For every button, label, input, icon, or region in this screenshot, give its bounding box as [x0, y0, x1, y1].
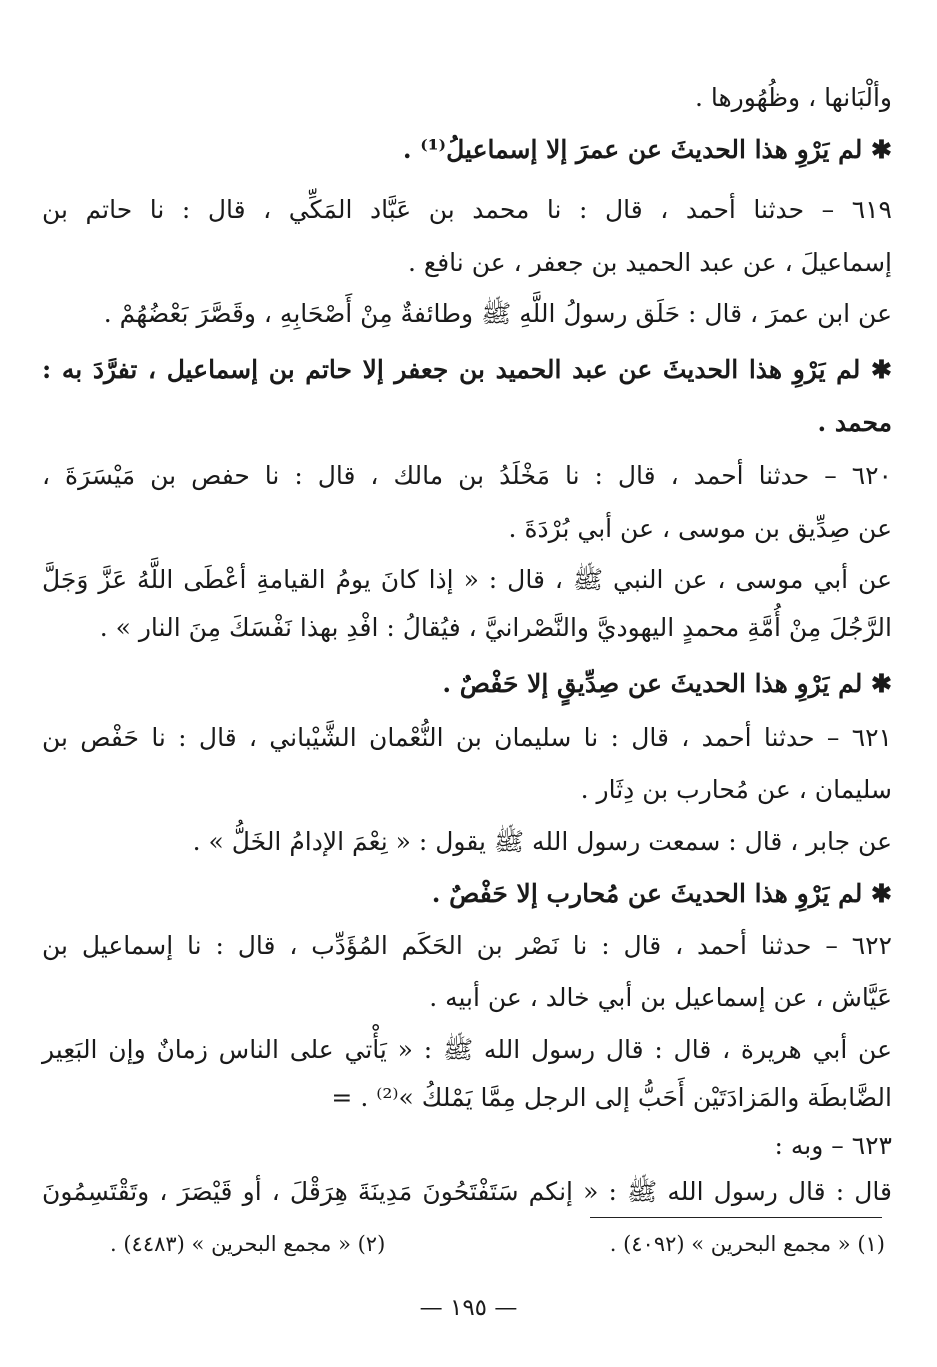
- text-line: وألْبَانها ، وظُهُورها .: [694, 83, 892, 112]
- narration-note-cont: محمد .: [817, 408, 892, 437]
- narration-note: ✱ لم يَرْوِ هذا الحديثَ عن مُحارب إلا حَفْصٌ .: [431, 879, 892, 908]
- hadith-text: عن أبي هريرة ، قال : قال رسول الله ﷺ : « يَأْتي على الناس زمانٌ وإن البَعِير: [42, 1035, 892, 1064]
- footnotes: [110, 1226, 885, 1262]
- hadith-620-header: ٦٢٠ – حدثنا أحمد ، قال : نا مَخْلَدُ بن مالك ، قال : نا حفص بن مَيْسَرَةَ ،: [42, 461, 892, 490]
- footnote-rule: [590, 1217, 882, 1218]
- text-line: عَيَّاش ، عن إسماعيل بن أبي خالد ، عن أبيه .: [429, 983, 892, 1012]
- footnote-2: (٢) « مجمع البحرين » (٤٤٨٣) .: [110, 1232, 386, 1256]
- hadith-text: قال : قال رسول الله ﷺ : « إنكم سَتَفْتَحُونَ مَدِينَةَ هِرَقْلَ ، أو قَيْصَرَ ، وتَقْتَسِمُونَ: [42, 1177, 892, 1206]
- hadith-621-header: ٦٢١ – حدثنا أحمد ، قال : نا سليمان بن النُّعْمان الشَّيْباني ، قال : نا حَفْص بن: [42, 723, 892, 752]
- hadith-text: عن أبي موسى ، عن النبي ﷺ ، قال : « إذا كانَ يومُ القيامةِ أعْطَى اللَّهُ عَزَّ وَجَلَّ: [42, 565, 892, 594]
- text-line: عن صِدِّيق بن موسى ، عن أبي بُرْدَةَ .: [508, 514, 892, 543]
- page-number: — ١٩٥ —: [419, 1295, 518, 1321]
- footnote-1: (١) « مجمع البحرين » (٤٠٩٢) .: [609, 1232, 885, 1256]
- hadith-619-header: ٦١٩ – حدثنا أحمد ، قال : نا محمد بن عَبَّاد المَكِّي ، قال : نا حاتم بن: [42, 195, 892, 224]
- hadith-623-header: ٦٢٣ – وبه :: [774, 1131, 892, 1160]
- hadith-text: عن ابن عمرَ ، قال : حَلَق رسولُ اللَّهِ ﷺ وطائفةٌ مِنْ أَصْحَابِهِ ، وقَصَّرَ بَعْضُهُمْ .: [103, 299, 892, 328]
- hadith-622-header: ٦٢٢ – حدثنا أحمد ، قال : نا نَصْر بن الحَكَم المُؤَدِّب ، قال : نا إسماعيل بن: [42, 931, 892, 960]
- hadith-text: عن جابر ، قال : سمعت رسول الله ﷺ يقول : « نِعْمَ الإدامُ الخَلُّ » .: [192, 827, 892, 856]
- hadith-text: الرَّجُلَ مِنْ أُمَّةِ محمدٍ اليهوديَّ والنَّصْرانيَّ ، فيُقالُ : افْدِ بهذا نَفْسَكَ مِنَ النار » .: [99, 613, 892, 642]
- text-line: إسماعيلَ ، عن عبد الحميد بن جعفر ، عن نافع .: [408, 248, 892, 277]
- narration-note: ✱ لم يَرْوِ هذا الحديثَ عن عبد الحميد بن جعفر إلا حاتم بن إسماعيل ، تفرَّدَ به :: [42, 355, 892, 384]
- hadith-text: الضَّابطَة والمَزادَتَيْن أَحَبُّ إلى الرجل مِمَّا يَمْلكُ »⁽²⁾ . =: [331, 1083, 892, 1112]
- narration-note: ✱ لم يَرْوِ هذا الحديثَ عن صِدِّيقٍ إلا حَفْصٌ .: [442, 669, 892, 698]
- text-line: سليمان ، عن مُحارب بن دِثَار .: [580, 775, 892, 804]
- narration-note: ✱ لم يَرْوِ هذا الحديثَ عن عمرَ إلا إسماعيلُ⁽¹⁾ .: [402, 135, 892, 164]
